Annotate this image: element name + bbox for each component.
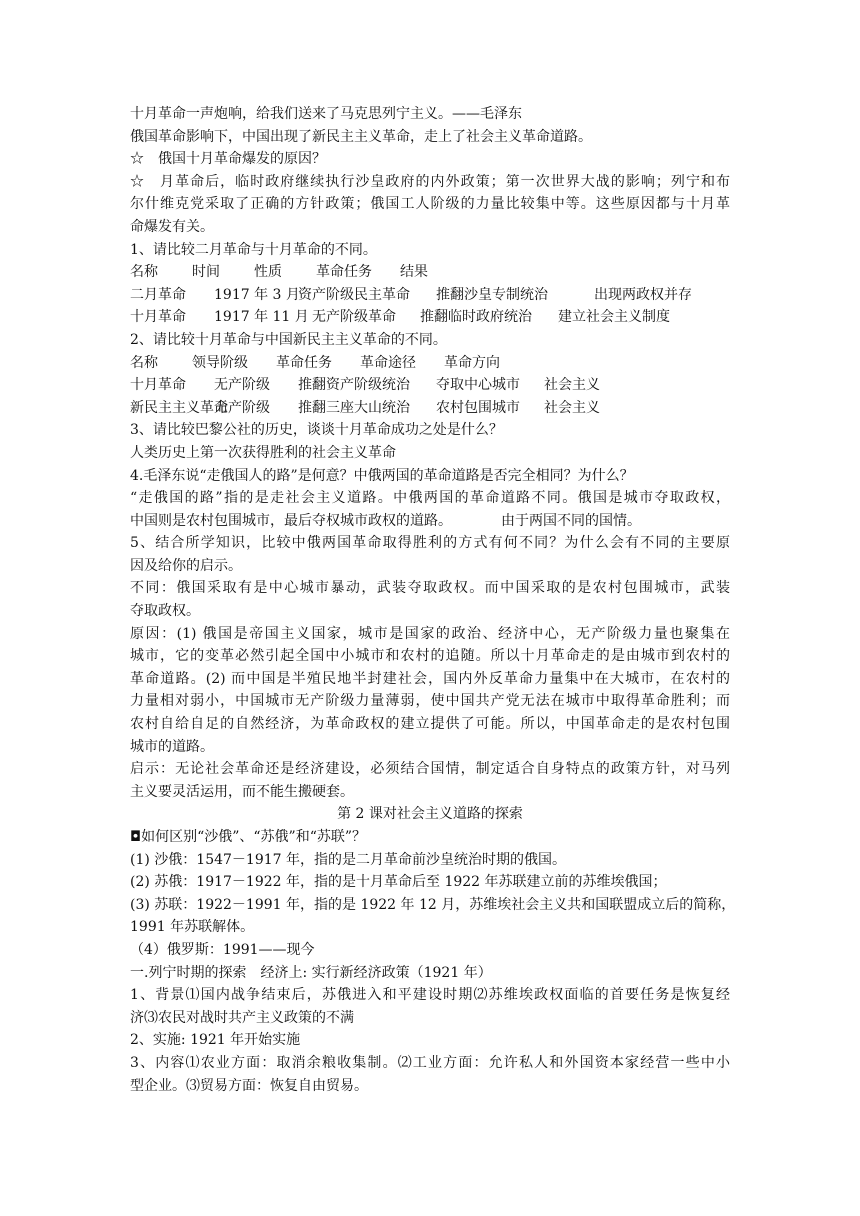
table1-header-row bbox=[130, 261, 730, 284]
text-line: 3、内容⑴农业方面：取消余粮收集制。⑵工业方面：允许私人和外国资本家经营一些中小 bbox=[130, 1054, 730, 1071]
table1-header-cell: 革命任务 bbox=[316, 264, 372, 281]
text-line: 俄国革命影响下，中国出现了新民主主义革命，走上了社会主义革命道路。 bbox=[130, 128, 592, 145]
answer-line: 革命道路。(2) 而中国是半殖民地半封建社会，国内外反革命力量集中在大城市，在农村的 bbox=[130, 670, 730, 687]
table2-cell: 夺取中心城市 bbox=[436, 377, 520, 394]
table2-cell: 十月革命 bbox=[130, 377, 186, 394]
table1-cell: 出现两政权并存 bbox=[594, 286, 692, 303]
question-line: 3、请比较巴黎公社的历史，谈谈十月革命成功之处是什么？ bbox=[130, 422, 503, 439]
table1-header-cell: 时间 bbox=[192, 264, 220, 281]
text-line: （4）俄罗斯：1991——现今 bbox=[130, 941, 315, 958]
table2-cell: 新民主主义革命 bbox=[130, 399, 228, 416]
table2-header-cell: 革命任务 bbox=[276, 354, 332, 371]
table1-cell: 十月革命 bbox=[130, 309, 186, 326]
table2-cell: 无产阶级 bbox=[214, 377, 270, 394]
text-line: (1) 沙俄：1547－1917 年，指的是二月革命前沙皇统治时期的俄国。 bbox=[130, 851, 566, 868]
table2-header-cell: 领导阶级 bbox=[192, 354, 248, 371]
section-heading: 一.列宁时期的探索 经济上: 实行新经济政策（1921 年） bbox=[130, 964, 492, 981]
text-line: 1、背景⑴国内战争结束后，苏俄进入和平建设时期⑵苏维埃政权面临的首要任务是恢复经 bbox=[130, 987, 730, 1004]
table2-row bbox=[130, 374, 730, 397]
answer-line: 中国则是农村包围城市，最后夺权城市政权的道路。 由于两国不同的国情。 bbox=[130, 512, 641, 529]
table1-cell: 推翻沙皇专制统治 bbox=[436, 286, 548, 303]
text-line: 济⑶农民对战时共产主义政策的不满 bbox=[130, 1009, 354, 1026]
text-line: (3) 苏联：1922－1991 年，指的是 1922 年 12 月，苏维埃社会主义共和国联盟成立后的简称， bbox=[130, 896, 736, 913]
table1-header-cell: 结果 bbox=[400, 264, 428, 281]
question-heading: ☆ 俄国十月革命爆发的原因？ bbox=[130, 151, 326, 168]
answer-line: 人类历史上第一次获得胜利的社会主义革命 bbox=[130, 444, 396, 461]
table1-cell: 二月革命 bbox=[130, 286, 186, 303]
answer-line: ☆ 月革命后，临时政府继续执行沙皇政府的内外政策；第一次世界大战的影响；列宁和布 bbox=[130, 173, 730, 190]
document-page bbox=[130, 103, 736, 1097]
question-line: ◘如何区别“沙俄”、“苏俄”和“苏联”？ bbox=[130, 829, 367, 845]
text-line: 型企业。⑶贸易方面：恢复自由贸易。 bbox=[130, 1077, 368, 1094]
answer-line: 命爆发有关。 bbox=[130, 218, 214, 235]
table2-header-cell: 革命途径 bbox=[360, 354, 416, 371]
question-line: 1、请比较二月革命与十月革命的不同。 bbox=[130, 241, 377, 258]
table1-row bbox=[130, 306, 730, 329]
answer-line: 夺取政权。 bbox=[130, 603, 200, 620]
answer-line: 尔什维克党采取了正确的方针政策；俄国工人阶级的力量比较集中等。这些原因都与十月革 bbox=[130, 196, 730, 213]
table2-cell: 社会主义 bbox=[544, 399, 600, 416]
table1-row bbox=[130, 284, 730, 307]
table1-cell: 1917 年 11 月 bbox=[214, 309, 309, 326]
answer-line: 启示：无论社会革命还是经济建设，必须结合国情，制定适合自身特点的政策方针，对马列 bbox=[130, 761, 730, 778]
answer-line: 力量相对弱小，中国城市无产阶级力量薄弱，使中国共产党无法在城市中取得革命胜利；而 bbox=[130, 693, 730, 710]
table2-cell: 推翻资产阶级统治 bbox=[298, 377, 410, 394]
question-line: 2、请比较十月革命与中国新民主主义革命的不同。 bbox=[130, 331, 447, 348]
question-line: 4.毛泽东说“走俄国人的路”是何意？中俄两国的革命道路是否完全相同？为什么？ bbox=[130, 467, 634, 484]
table2-header-cell: 名称 bbox=[130, 354, 158, 371]
answer-line: 城市，它的变革必然引起全国中小城市和农村的追随。所以十月革命走的是由城市到农村的 bbox=[130, 648, 730, 665]
text-line: (2) 苏俄：1917－1922 年，指的是十月革命后至 1922 年苏联建立前的苏维埃俄国； bbox=[130, 874, 667, 891]
answer-line: 主义要灵活运用，而不能生搬硬套。 bbox=[130, 783, 354, 800]
answer-line: “走俄国的路”指的是走社会主义道路。中俄两国的革命道路不同。俄国是城市夺取政权， bbox=[130, 490, 730, 507]
table1-cell: 建立社会主义制度 bbox=[558, 309, 670, 326]
table2-cell: 推翻三座大山统治 bbox=[298, 399, 410, 416]
table2-cell: 社会主义 bbox=[544, 377, 600, 394]
table1-cell: 无产阶级革命 bbox=[312, 309, 396, 326]
table1-header-cell: 名称 bbox=[130, 264, 158, 281]
table1-cell: 资产阶级民主革命 bbox=[298, 286, 410, 303]
question-line: 因及给你的启示。 bbox=[130, 557, 242, 574]
answer-line: 原因：(1) 俄国是帝国主义国家，城市是国家的政治、经济中心，无产阶级力量也聚集在 bbox=[130, 625, 730, 642]
text-line: 2、实施: 1921 年开始实施 bbox=[130, 1032, 301, 1049]
table1-cell: 1917 年 3 月 bbox=[214, 286, 300, 303]
table2-cell: 农村包围城市 bbox=[436, 399, 520, 416]
quote-line: 十月革命一声炮响，给我们送来了马克思列宁主义。——毛泽东 bbox=[130, 106, 522, 122]
lesson-title: 第 2 课对社会主义道路的探索 bbox=[337, 806, 523, 823]
table1-cell: 推翻临时政府统治 bbox=[420, 309, 532, 326]
answer-line: 城市的道路。 bbox=[130, 738, 214, 755]
table2-header-cell: 革命方向 bbox=[444, 354, 500, 371]
answer-line: 不同：俄国采取有是中心城市暴动，武装夺取政权。而中国采取的是农村包围城市，武装 bbox=[130, 580, 730, 597]
question-line: 5、结合所学知识，比较中俄两国革命取得胜利的方式有何不同？为什么会有不同的主要原 bbox=[130, 535, 730, 552]
table2-cell: 无产阶级 bbox=[214, 399, 270, 416]
table2-row bbox=[130, 397, 730, 420]
table2-header-row bbox=[130, 352, 730, 375]
answer-line: 农村自给自足的自然经济，为革命政权的建立提供了可能。所以，中国革命走的是农村包围 bbox=[130, 716, 730, 733]
table1-header-cell: 性质 bbox=[254, 264, 282, 281]
text-line: 1991 年苏联解体。 bbox=[130, 919, 255, 936]
